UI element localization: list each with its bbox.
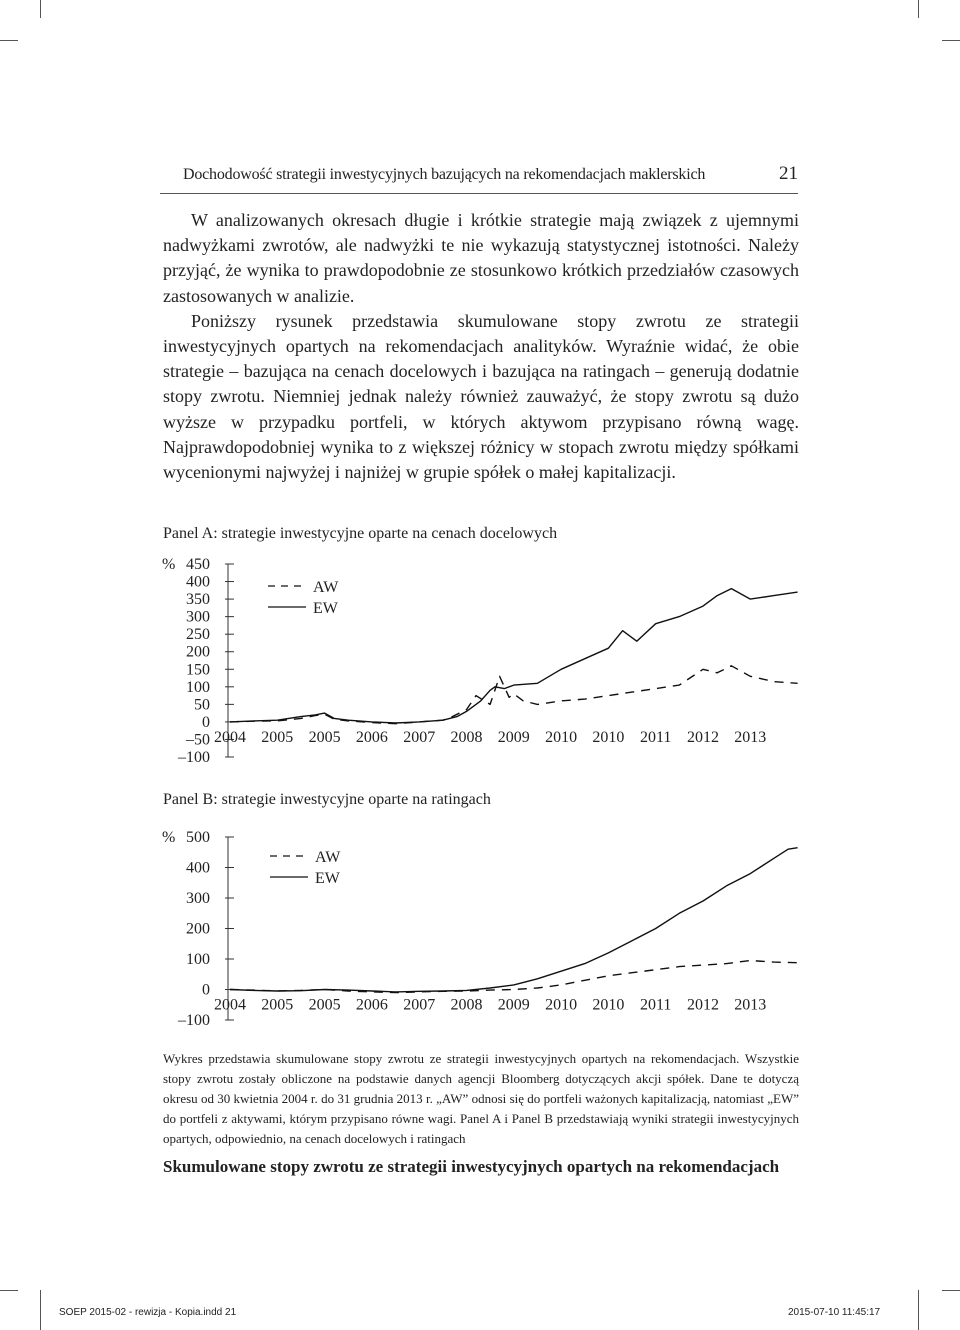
crop-mark [918,0,919,18]
legend-label-aw: AW [315,849,341,866]
x-tick-label: 2010 [592,728,625,746]
crop-mark [0,40,18,41]
x-tick-label: 2005 [261,728,294,746]
x-tick-label: 2013 [734,728,767,746]
legend-label-ew: EW [315,870,340,887]
panel-b-title: Panel B: strategie inwestycyjne oparte na ratingach [163,791,491,808]
running-title: Dochodowość strategii inwestycyjnych bazujących na rekomendacjach maklerskich [183,166,706,183]
y-tick-label: 100 [186,678,210,696]
y-unit-label: % [162,829,176,846]
y-tick-label: 500 [186,829,210,846]
y-tick-label: 100 [186,951,210,968]
x-tick-label: 2008 [450,996,483,1014]
y-tick-label: 0 [202,981,210,999]
x-tick-label: 2011 [639,996,672,1014]
crop-mark [942,1290,960,1291]
x-tick-label: 2005 [261,996,294,1014]
x-tick-label: 2012 [687,996,719,1014]
figure-caption: Wykres przedstawia skumulowane stopy zwrotu ze strategii inwestycyjnych opartych na rekomendacjach. Wszystkie stopy zwrotu zostały obliczone na podstawie danych agencji Bloomberg dotyczących akcji spółek. Dane te dotyczą okresu od 30 kwietnia 2004 r. do 31 grudnia 2013 r. „AW” odnosi się do portfeli ważonych kapitalizacją, natomiast „EW” do portfeli z aktywami, którym przypisano równe wagi. Panel A i Panel B przedstawiają wyniki strategii inwestycyjnych opartych, odpowiednio, na cenach docelowych i ratingach [163,1051,799,1146]
panel-a-chart [140,545,800,775]
y-tick-label: 450 [186,556,210,573]
crop-mark [0,1290,18,1291]
paragraph: W analizowanych okresach długie i krótkie strategie mają związek z ujemnymi nadwyżkami zwrotów, ale nadwyżki te nie wykazują statystycznej istotności. Należy przyjąć, że wynika to prawdopodobnie ze stosunkowo krótkich przedziałów czasowych zastosowanych w analizie. [163,210,799,306]
crop-mark [942,40,960,41]
x-tick-label: 2005 [308,996,341,1014]
x-tick-label: 2007 [403,996,436,1014]
y-tick-label: 300 [186,890,210,907]
legend-label-aw: AW [313,579,339,596]
x-tick-label: 2006 [355,728,388,746]
crop-mark [40,0,41,18]
panel-a-title: Panel A: strategie inwestycyjne oparte na cenach docelowych [163,525,558,542]
x-tick-label: 2010 [545,728,578,746]
legend-label-ew: EW [313,600,338,617]
y-tick-label: 0 [202,713,210,731]
x-tick-label: 2005 [308,728,341,746]
figure-title: Skumulowane stopy zwrotu ze strategii inwestycyjnych opartych na rekomendacjach [163,1157,780,1176]
x-tick-label: 2012 [687,728,719,746]
y-tick-label: 200 [186,643,210,661]
series-line-aw [230,961,798,993]
y-unit-label: % [162,556,176,573]
y-tick-label: 300 [186,608,210,626]
x-tick-label: 2004 [214,728,246,746]
x-tick-label: 2011 [639,728,672,746]
x-tick-label: 2010 [592,996,625,1014]
x-tick-label: 2006 [355,996,388,1014]
x-tick-label: 2009 [497,728,530,746]
x-tick-label: 2009 [497,996,530,1014]
crop-mark [40,1290,41,1330]
x-tick-label: 2008 [450,728,483,746]
x-tick-label: 2007 [403,728,436,746]
y-tick-label: 400 [186,573,210,591]
panel-b-chart [140,815,800,1040]
page-number: 21 [779,163,798,184]
x-tick-label: 2013 [734,996,767,1014]
header-rule [160,193,798,194]
footer-file: SOEP 2015-02 - rewizja - Kopia.indd 21 [59,1307,237,1318]
y-tick-label: 50 [194,696,210,714]
crop-mark [918,1290,919,1330]
y-tick-label: –50 [186,731,210,749]
body-text [163,208,799,485]
x-tick-label: 2010 [545,996,578,1014]
y-tick-label: 250 [186,626,210,644]
paragraph: Poniższy rysunek przedstawia skumulowane stopy zwrotu ze strategii inwestycyjnych opartych na rekomendacjach analityków. Wyraźnie widać, że obie strategie – bazująca na cenach docelowych i bazująca na ratingach – generują dodatnie stopy zwrotu. Niemniej jednak należy również zauważyć, że stopy zwrotu są dużo wyższe w przypadku portfeli, w których aktywom przypisano równą wagę. Najprawdopodobniej wynika to z większej różnicy w stopach zwrotu między spółkami wycenionymi najwyżej i najniżej w grupie spółek o małej kapitalizacji. [163,310,799,483]
y-tick-label: 400 [186,859,210,877]
y-tick-label: 150 [186,661,210,679]
y-tick-label: 200 [186,920,210,938]
y-tick-label: –100 [178,1012,210,1029]
footer-timestamp: 2015-07-10 11:45:17 [788,1307,881,1318]
y-tick-label: –100 [178,749,210,766]
x-tick-label: 2004 [214,996,246,1014]
y-tick-label: 350 [186,591,210,609]
running-header [183,163,798,184]
